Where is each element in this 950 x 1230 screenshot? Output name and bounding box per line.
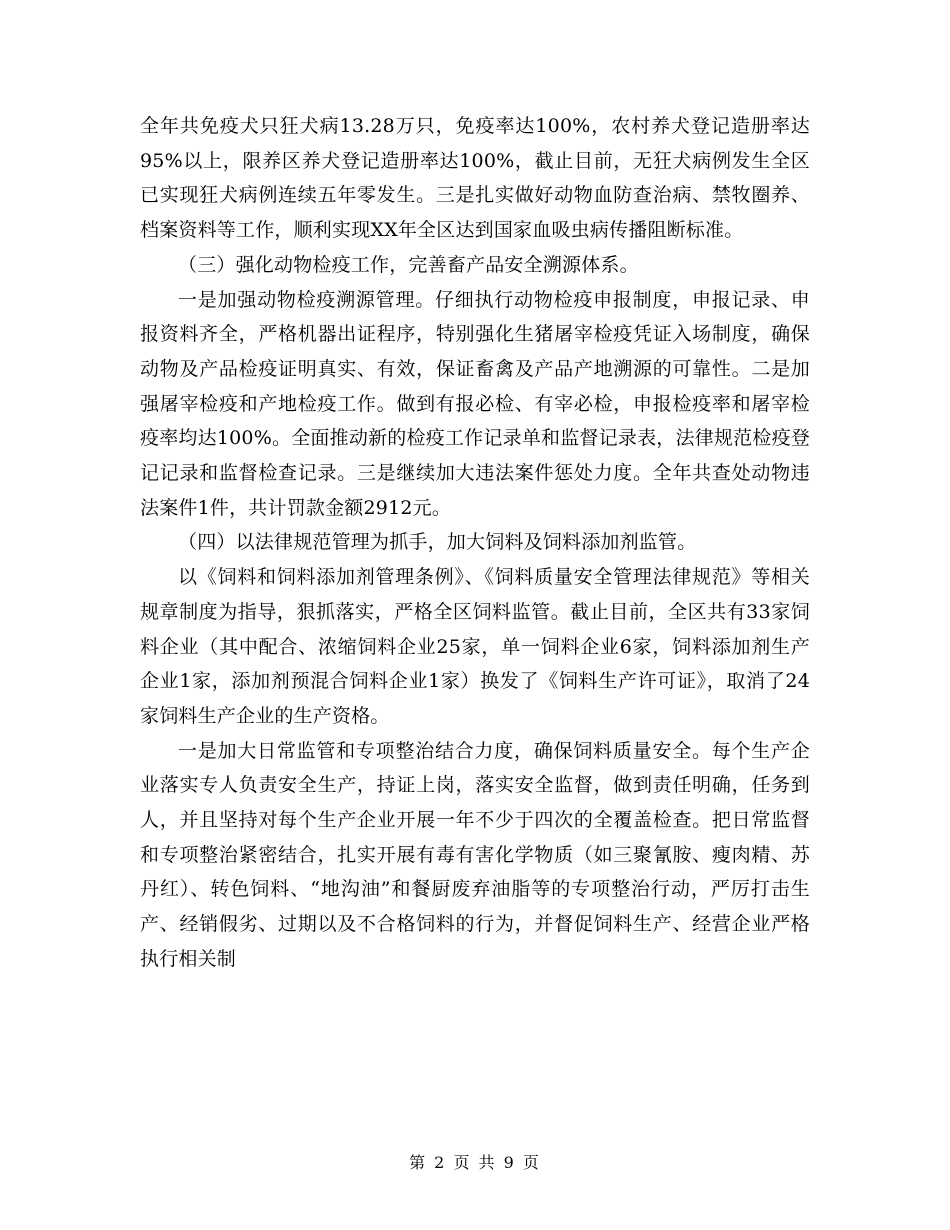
document-body — [140, 109, 810, 977]
paragraph-daily-supervision: 一是加大日常监管和专项整治结合力度，确保饲料质量安全。每个生产企业落实专人负责安全生产，持证上岗，落实安全监督，做到责任明确，任务到人，并且坚持对每个生产企业开展一年不少于四次的全覆盖检查。把日常监督和专项整治紧密结合，扎实开展有毒有害化学物质（如三聚氰胺、瘦肉精、苏丹红）、转色饲料、“地沟油”和餐厨废弃油脂等的专项整治行动，严厉打击生产、经销假劣、过期以及不合格饲料的行为，并督促饲料生产、经营企业严格执行相关制 — [140, 739, 810, 970]
section-heading-4: （四）以法律规范管理为抓手，加大饲料及饲料添加剂监管。 — [178, 531, 697, 554]
paragraph-feed-regulation: 以《饲料和饲料添加剂管理条例》、《饲料质量安全管理法律规范》等相关规章制度为指导，狠抓落实，严格全区饲料监管。截止目前，全区共有33家饲料企业（其中配合、浓缩饲料企业25家，单一饲料企业6家，饲料添加剂生产企业1家，添加剂预混合饲料企业1家）换发了《饲料生产许可证》，取消了24家饲料生产企业的生产资格。 — [140, 566, 810, 727]
paragraph-rabies-immunization: 全年共免疫犬只狂犬病13.28万只，免疫率达100%，农村养犬登记造册率达95%以上，限养区养犬登记造册率达100%，截止目前，无狂犬病例发生全区已实现狂犬病例连续五年零发生。三是扎实做好动物血防查治病、禁牧圈养、档案资料等工作，顺利实现XX年全区达到国家血吸虫病传播阻断标准。 — [140, 115, 810, 242]
paragraph-quarantine-tracing: 一是加强动物检疫溯源管理。仔细执行动物检疫申报制度，申报记录、申报资料齐全，严格机器出证程序，特别强化生猪屠宰检疫凭证入场制度，确保动物及产品检疫证明真实、有效，保证畜禽及产品产地溯源的可靠性。二是加强屠宰检疫和产地检疫工作。做到有报必检、有宰必检，申报检疫率和屠宰检疫率均达100%。全面推动新的检疫工作记录单和监督记录表，法律规范检疫登记记录和监督检查记录。三是继续加大违法案件惩处力度。全年共查处动物违法案件1件，共计罚款金额2912元。 — [140, 288, 810, 519]
section-heading-3: （三）强化动物检疫工作，完善畜产品安全溯源体系。 — [178, 253, 639, 276]
page-number-footer: 第 2 页 共 9 页 — [409, 1153, 541, 1172]
